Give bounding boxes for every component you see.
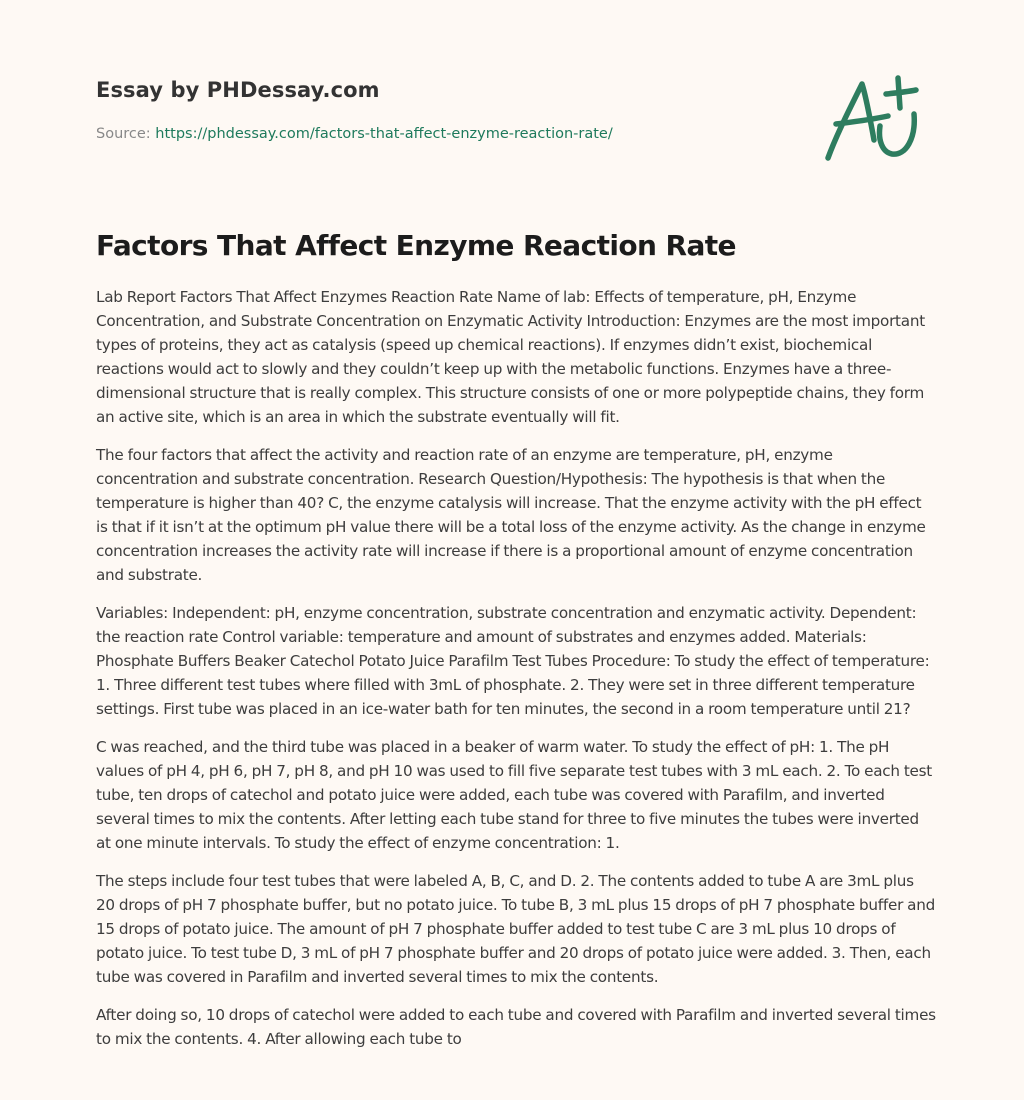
paragraph: The steps include four test tubes that were labeled A, B, C, and D. 2. The contents added to tube A are 3mL plus 20 drops of pH 7 phosphate buffer, but no potato juice. To tube B, 3 mL plus 15 drops of pH 7 phosphate buffer and 15 drops of potato juice. The amount of pH 7 phosphate buffer added to test tube C are 3 mL plus 10 drops of potato juice. To test tube D, 3 mL of pH 7 phosphate buffer and 20 drops of potato juice were added. 3. Then, each tube was covered in Parafilm and inverted several times to mix the contents. [96,872,935,986]
source-link[interactable]: https://phdessay.com/factors-that-affect-enzyme-reaction-rate/ [155,126,613,142]
paragraph: After doing so, 10 drops of catechol were added to each tube and covered with Parafilm and inverted several times to mix the contents. 4. After allowing each tube to [96,1006,936,1048]
document-header [96,76,696,144]
paragraph: Lab Report Factors That Affect Enzymes Reaction Rate Name of lab: Effects of temperature, pH, Enzyme Concentration, and Substrate Concentration on Enzymatic Activity Introduction: Enzymes are the most important types of proteins, they act as catalysis (speed up chemical reactions). If enzymes didn’t exist, biochemical reactions would act to slowly and they couldn’t keep up with the metabolic functions. Enzymes have a three-dimensional structure that is really complex. This structure consists of one or more polypeptide chains, they form an active site, which is an area in which the substrate eventually will fit. [96,288,925,426]
paragraph: Variables: Independent: pH, enzyme concentration, substrate concentration and enzymatic activity. Dependent: the reaction rate Control variable: temperature and amount of substrates and enzymes added. Materials: Phosphate Buffers Beaker Catechol Potato Juice Parafilm Test Tubes Procedure: To study the effect of temperature: 1. Three different test tubes where filled with 3mL of phosphate. 2. They were set in three different temperature settings. First tube was placed in an ice-water bath for ten minutes, the second in a room temperature until 21? [96,604,930,718]
article-title: Factors That Affect Enzyme Reaction Rate [96,229,736,262]
brand-title: Essay by PHDessay.com [96,78,380,102]
article-body [96,285,936,1065]
a-plus-grade-icon [822,66,932,166]
source-label: Source: [96,126,156,142]
paragraph: The four factors that affect the activity and reaction rate of an enzyme are temperature, pH, enzyme concentration and substrate concentration. Research Question/Hypothesis: The hypothesis is that when the temperature is higher than 40? C, the enzyme catalysis will increase. That the enzyme activity with the pH effect is that if it isn’t at the optimum pH value there will be a total loss of the enzyme activity. As the change in enzyme concentration increases the activity rate will increase if there is a proportional amount of enzyme concentration and substrate. [96,446,926,584]
source-line [96,124,696,144]
paragraph: C was reached, and the third tube was placed in a beaker of warm water. To study the effect of pH: 1. The pH values of pH 4, pH 6, pH 7, pH 8, and pH 10 was used to fill five separate test tubes with 3 mL each. 2. To each test tube, ten drops of catechol and potato juice were added, each tube was covered with Parafilm, and inverted several times to mix the contents. After letting each tube stand for three to five minutes the tubes were inverted at one minute intervals. To study the effect of enzyme concentration: 1. [96,738,932,852]
